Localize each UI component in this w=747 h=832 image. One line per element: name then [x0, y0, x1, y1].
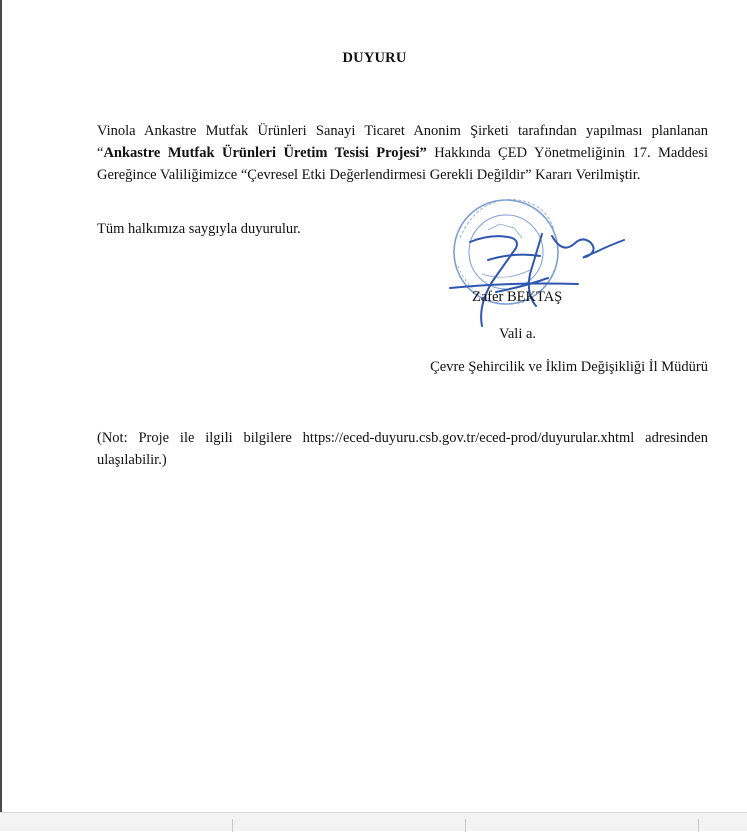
project-info-note: (Not: Proje ile ilgili bilgilere https://eced-duyuru.csb.gov.tr/eced-prod/duyurular.xhtml adresinden ulaşılabilir.): [97, 430, 708, 468]
project-name: Ankastre Mutfak Ürünleri Üretim Tesisi Projesi”: [103, 145, 427, 161]
paragraph-text-start: Vinola Ankastre Mutfak Ürünleri Sanayi Ticaret Anonim Şirketi tarafından yapılması planlanan “: [97, 123, 708, 161]
document-title: DUYURU: [342, 50, 407, 66]
bar-divider: [698, 819, 699, 832]
signatory-name: Zafer BEKTAŞ: [472, 289, 563, 305]
signatory-title: Vali a.: [499, 326, 537, 342]
document-page: [2, 0, 747, 812]
handwritten-signature-icon: [450, 234, 624, 326]
official-seal-icon: [448, 190, 638, 340]
signatory-office: Çevre Şehircilik ve İklim Değişikliği İl Müdürü: [430, 359, 708, 375]
viewer-bottom-bar: [0, 812, 747, 831]
bar-divider: [465, 819, 466, 832]
closing-line: Tüm halkımıza saygıyla duyurulur.: [97, 221, 301, 237]
announcement-paragraph: [97, 120, 708, 186]
bar-divider: [232, 819, 233, 832]
paragraph-text-end: Hakkında ÇED Yönetmeliğinin 17. Maddesi Gereğince Valiliğimizce “Çevresel Etki Değerlendirmesi Gerekli Değildir” Kararı Verilmiştir.: [97, 145, 708, 183]
